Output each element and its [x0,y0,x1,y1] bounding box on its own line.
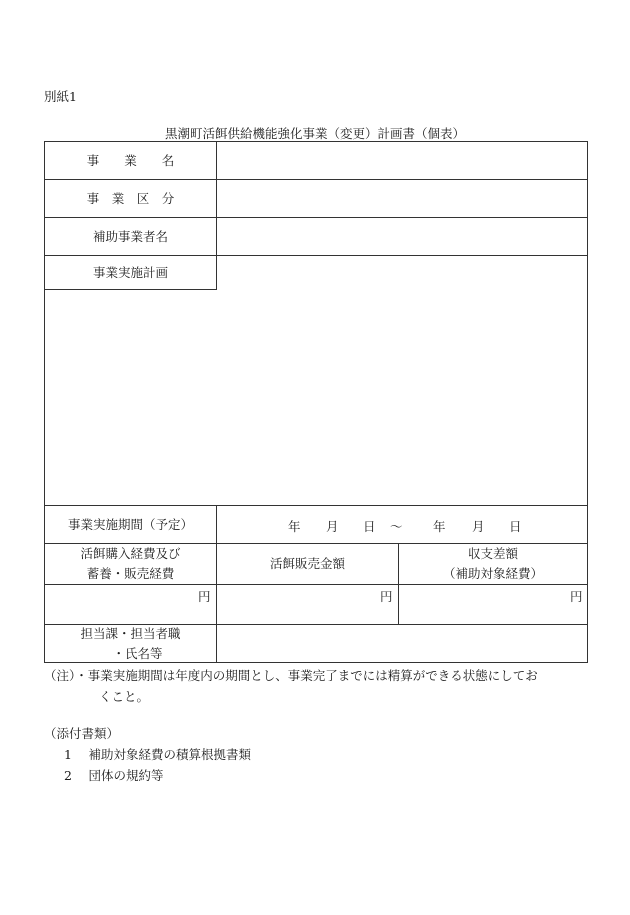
project-category-label: 事 業 区 分 [86,190,175,206]
sales-yen-unit: 円 [380,589,393,604]
attachment-num: 1 [64,747,72,762]
period-tilde: ～ [390,519,403,534]
document-title: 黒潮町活餌供給機能強化事業（変更）計画書（個表） [164,126,465,141]
attachment-num: 2 [64,768,72,783]
period-day1: 日 [363,519,376,534]
period-value[interactable] [217,517,587,537]
attachments-heading: （添付書類） [44,726,120,741]
period-day2: 日 [509,519,522,534]
balance-amount-field[interactable] [399,585,587,624]
balance-header-line1: 収支差額 [467,546,518,561]
period-month2: 月 [472,519,485,534]
project-category-value[interactable] [217,180,587,217]
cost-header-line1: 活餌購入経費及び [80,546,181,561]
contact-label-line1: 担当課・担当者職 [80,625,181,641]
period-label: 事業実施期間（予定） [67,516,193,532]
implementation-plan-label: 事業実施計画 [92,264,168,280]
balance-header [399,544,587,584]
attachment-item [64,744,251,765]
attachment-text: 団体の規約等 [88,768,164,783]
attachment-text: 補助対象経費の積算根拠書類 [88,747,251,762]
project-name-value[interactable] [217,142,587,179]
sales-amount-field[interactable] [217,585,398,624]
note-block [44,665,604,686]
note-prefix: （注） [44,668,76,683]
note-line2: くこと。 [99,689,150,704]
attachment-item [64,765,163,786]
period-year2: 年 [433,519,446,534]
contact-value[interactable] [217,625,587,662]
contact-label [45,625,216,662]
implementation-plan-area[interactable] [45,290,587,505]
period-year1: 年 [288,519,301,534]
operator-name-value[interactable] [217,218,587,255]
project-name-label: 事 業 名 [86,152,175,168]
cost-amount-field[interactable] [45,585,216,624]
balance-header-line2: （補助対象経費） [442,566,543,581]
contact-label-line2: ・氏名等 [112,645,163,661]
cost-yen-unit: 円 [198,589,211,604]
attachment-label: 別紙1 [44,89,77,104]
cost-header-line2: 蓄養・販売経費 [86,566,175,581]
note-line1: ・事業実施期間は年度内の期間とし、事業完了までには精算ができる状態にしてお [75,668,538,683]
operator-name-label: 補助事業者名 [92,228,168,244]
sales-header: 活餌販売金額 [269,556,345,571]
balance-yen-unit: 円 [570,589,583,604]
cost-header [45,544,216,584]
period-month1: 月 [326,519,339,534]
